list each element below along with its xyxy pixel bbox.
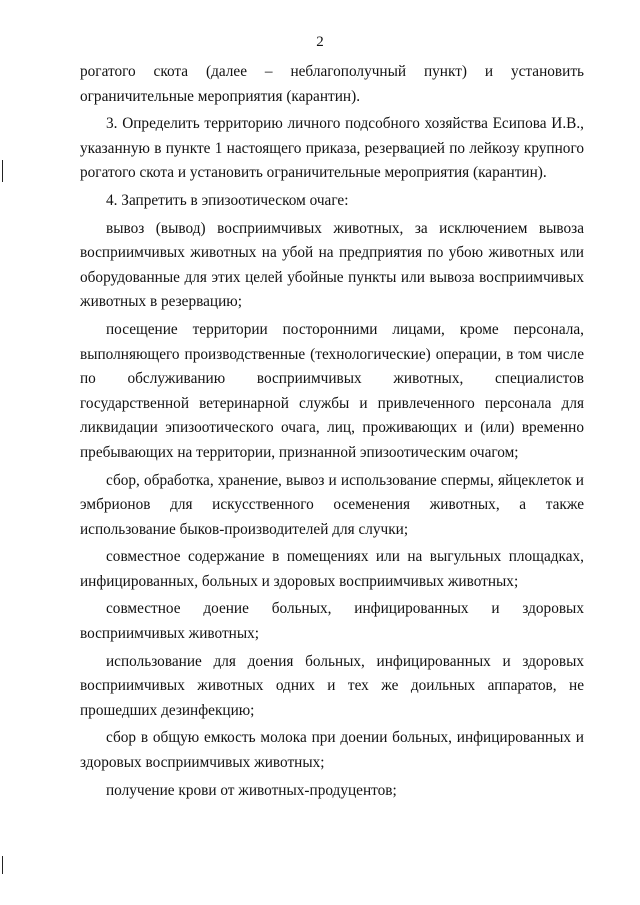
scan-edge-mark [2, 160, 3, 182]
paragraph-ban-removal: вывоз (вывод) восприимчивых животных, за исключением вывоза восприимчивых животных на убой на предприятия по убою животных или оборудованные для этих целей убойные пункты или вывоза восприимчивых животных в резервацию; [80, 219, 584, 311]
scan-edge-mark [2, 856, 3, 874]
paragraph-ban-visits: посещение территории посторонними лицами, кроме персонала, выполняющего производственные (технологические) операции, в том числе по обслуживанию восприимчивых животных, специалистов государственной ветеринарной службы и привлеченного персонала для ликвидации эпизоотического очага, лиц, проживающих и (или) временно пребывающих на территории, признанной эпизоотическим очагом; [80, 320, 584, 461]
paragraph-continuation: рогатого скота (далее – неблагополучный пункт) и установить ограничительные мероприятия (карантин). [80, 63, 584, 105]
paragraph-ban-milking-machines: использование для доения больных, инфицированных и здоровых восприимчивых животных одних и тех же доильных аппаратов, не прошедших дезинфекцию; [80, 652, 584, 719]
paragraph-ban-blood: получение крови от животных-продуцентов; [106, 781, 397, 799]
paragraph-item-3: 3. Определить территорию личного подсобного хозяйства Есипова И.В., указанную в пункте 1 настоящего приказа, резервацией по лейкозу крупного рогатого скота и установить ограничительные мероприятия (карантин). [80, 115, 584, 182]
paragraph-ban-joint-milking: совместное доение больных, инфицированных и здоровых восприимчивых животных; [80, 600, 584, 643]
paragraph-ban-milk-collection: сбор в общую емкость молока при доении больных, инфицированных и здоровых восприимчивых животных; [80, 729, 584, 772]
document-body [80, 60, 584, 803]
page-number: 2 [316, 34, 324, 50]
paragraph-item-4: 4. Запретить в эпизоотическом очаге: [106, 191, 349, 209]
paragraph-ban-joint-keeping: совместное содержание в помещениях или на выгульных площадках, инфицированных, больных и здоровых восприимчивых животных; [80, 548, 584, 590]
paragraph-ban-sperm: сбор, обработка, хранение, вывоз и использование спермы, яйцеклеток и эмбрионов для искусственного осеменения животных, а также использование быков-производителей для случки; [80, 471, 584, 538]
